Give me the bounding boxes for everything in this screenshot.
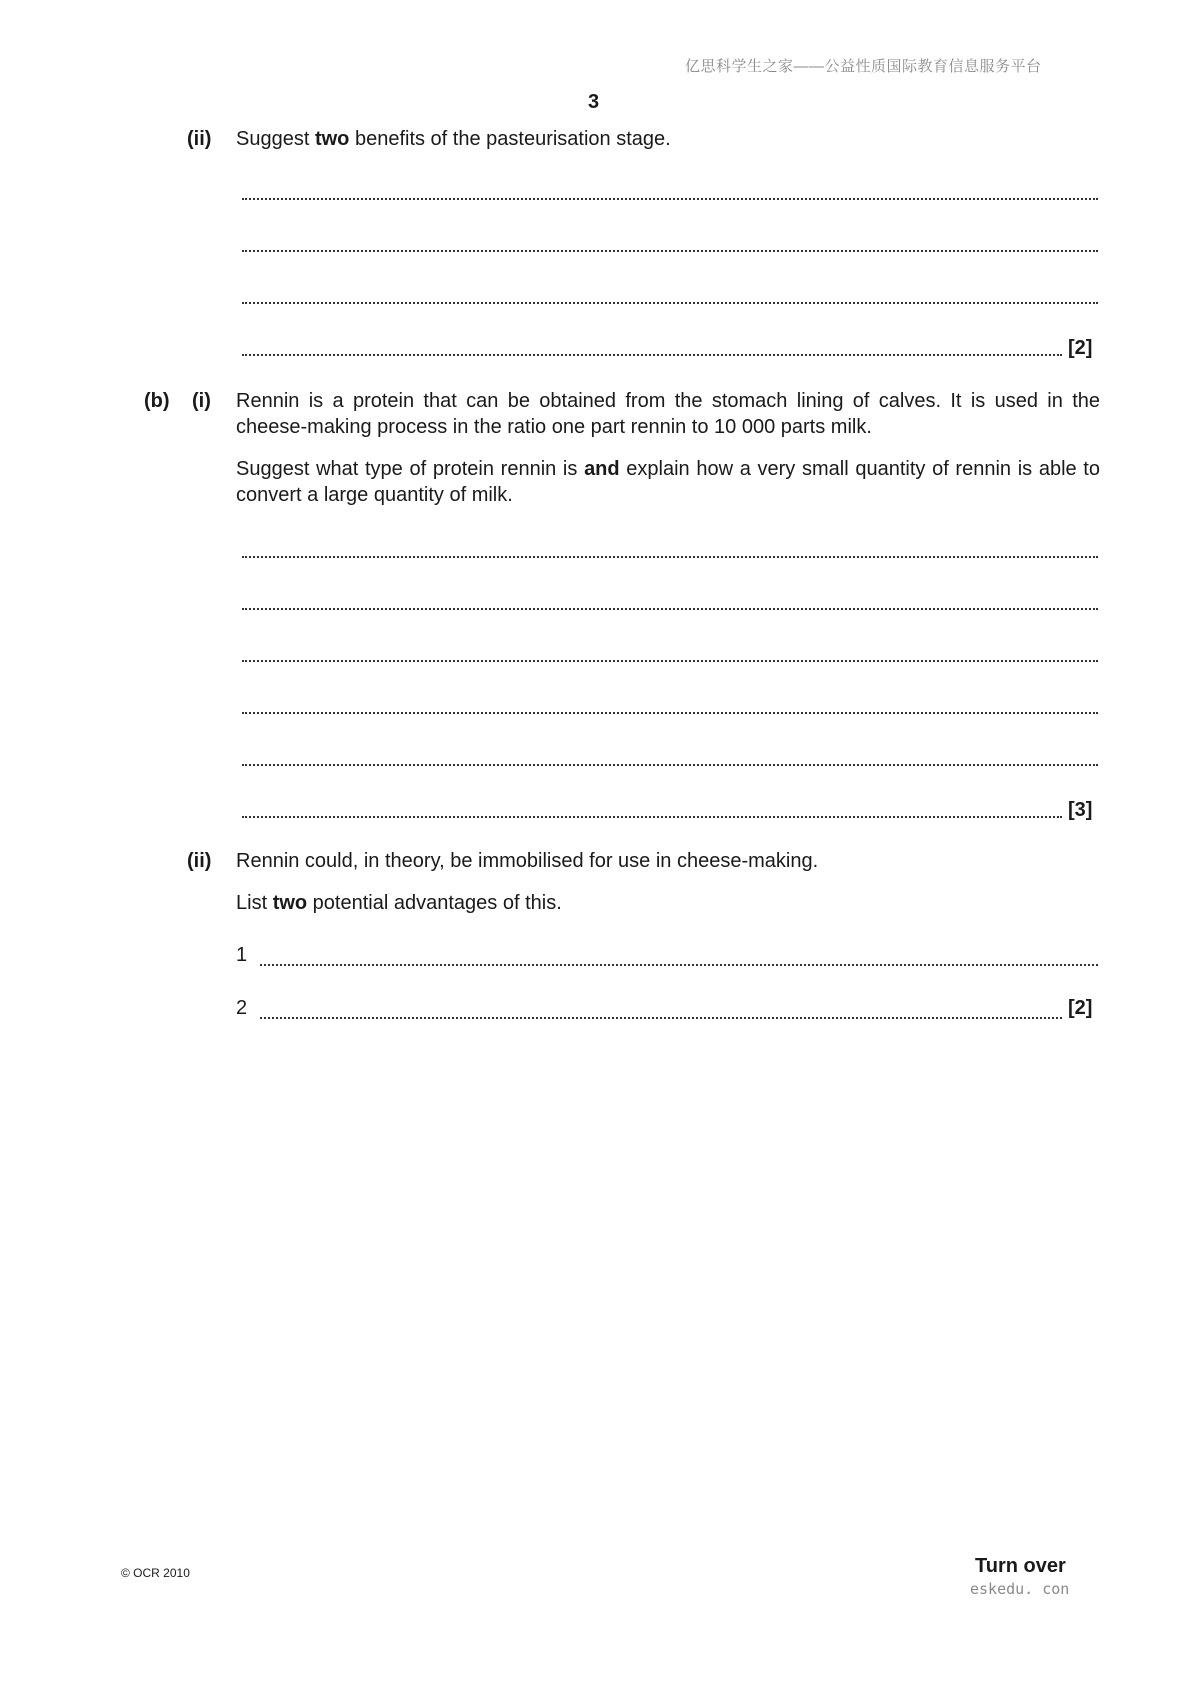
question-b-ii-paragraph-2: List two potential advantages of this.: [236, 892, 562, 914]
answer-line[interactable]: [242, 178, 1098, 200]
answer-line[interactable]: [242, 334, 1062, 356]
answer-line[interactable]: [242, 230, 1098, 252]
question-b-ii-label: (ii): [187, 850, 212, 872]
list-item-number: 2: [236, 997, 248, 1019]
marks-label: [2]: [1068, 337, 1093, 359]
answer-line[interactable]: [260, 997, 1062, 1019]
question-b-i-label: (i): [192, 390, 211, 412]
turn-over: Turn over: [975, 1555, 1066, 1577]
question-a-ii-label: (ii): [187, 128, 212, 150]
marks-label: [3]: [1068, 799, 1093, 821]
copyright: © OCR 2010: [121, 1566, 190, 1580]
answer-line[interactable]: [242, 536, 1098, 558]
question-b-label: (b): [144, 390, 170, 412]
answer-line[interactable]: [242, 692, 1098, 714]
question-b-ii-paragraph-1: Rennin could, in theory, be immobilised for use in cheese-making.: [236, 850, 819, 872]
question-a-ii-text: Suggest two benefits of the pasteurisation stage.: [236, 128, 671, 150]
watermark: 亿思科学生之家——公益性质国际教育信息服务平台: [685, 58, 1042, 75]
site-watermark: eskedu. con: [970, 1580, 1070, 1598]
answer-line[interactable]: [242, 282, 1098, 304]
question-b-i-paragraph-1: Rennin is a protein that can be obtained from the stomach lining of calves. It is used in the cheese-making process in the ratio one part rennin to 10 000 parts milk.: [236, 390, 1100, 438]
list-item-number: 1: [236, 944, 248, 966]
answer-line[interactable]: [242, 588, 1098, 610]
answer-line[interactable]: [242, 640, 1098, 662]
marks-label: [2]: [1068, 997, 1093, 1019]
answer-line[interactable]: [242, 796, 1062, 818]
answer-line[interactable]: [260, 944, 1098, 966]
page-number: 3: [588, 91, 600, 113]
answer-line[interactable]: [242, 744, 1098, 766]
question-b-i-paragraph-2: Suggest what type of protein rennin is and explain how a very small quantity of rennin is able to convert a large quantity of milk.: [236, 458, 1100, 506]
